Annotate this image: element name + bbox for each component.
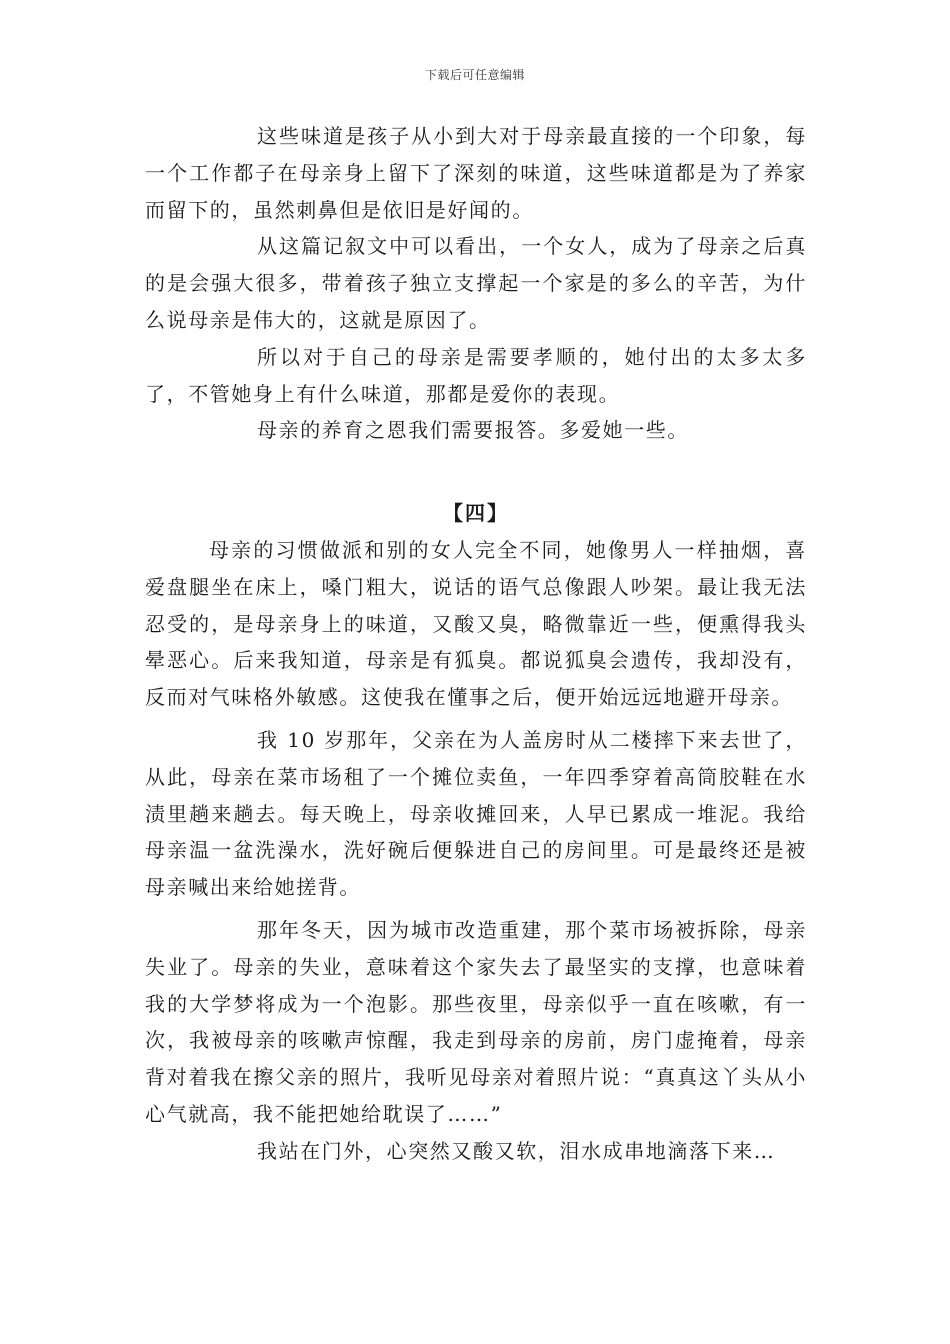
paragraph: 从这篇记叙文中可以看出，一个女人，成为了母亲之后真的是会强大很多，带着孩子独立支撑起一个家是的多么的辛苦，为什么说母亲是伟大的，这就是原因了。 xyxy=(145,234,807,332)
document-body xyxy=(145,118,807,1170)
paragraph: 母亲的养育之恩我们需要报答。多爱她一些。 xyxy=(257,418,689,443)
page-header: 下载后可任意编辑 xyxy=(424,68,525,82)
paragraph: 这些味道是孩子从小到大对于母亲最直接的一个印象，每一个工作都子在母亲身上留下了深刻的味道，这些味道都是为了养家而留下的，虽然刺鼻但是依旧是好闻的。 xyxy=(145,124,807,222)
paragraph: 我站在门外，心突然又酸又软，泪水成串地滴落下来… xyxy=(257,1138,776,1163)
paragraph: 我 10 岁那年，父亲在为人盖房时从二楼摔下来去世了，从此，母亲在菜市场租了一个摊位卖鱼，一年四季穿着高筒胶鞋在水渍里趟来趟去。每天晚上，母亲收摊回来，人早已累成一堆泥。我给母亲温一盆洗澡水，洗好碗后便躲进自己的房间里。可是最终还是被母亲喊出来给她搓背。 xyxy=(145,727,807,900)
paragraph: 那年冬天，因为城市改造重建，那个菜市场被拆除，母亲失业了。母亲的失业，意味着这个家失去了最坚实的支撑，也意味着我的大学梦将成为一个泡影。那些夜里，母亲似乎一直在咳嗽，有一次，我被母亲的咳嗽声惊醒，我走到母亲的房前，房门虚掩着，母亲背对着我在擦父亲的照片，我听见母亲对着照片说：“真真这丫头从小心气就高，我不能把她给耽误了……” xyxy=(145,917,807,1126)
paragraph: 母亲的习惯做派和别的女人完全不同，她像男人一样抽烟，喜爱盘腿坐在床上，嗓门粗大，说话的语气总像跟人吵架。最让我无法忍受的，是母亲身上的味道，又酸又臭，略微靠近一些，便熏得我头晕恶心。后来我知道，母亲是有狐臭。都说狐臭会遗传，我却没有，反而对气味格外敏感。这使我在懂事之后，便开始远远地避开母亲。 xyxy=(145,537,807,710)
section-title: 【四】 xyxy=(443,501,509,526)
paragraph: 所以对于自己的母亲是需要孝顺的，她付出的太多太多了，不管她身上有什么味道，那都是爱你的表现。 xyxy=(145,344,807,406)
